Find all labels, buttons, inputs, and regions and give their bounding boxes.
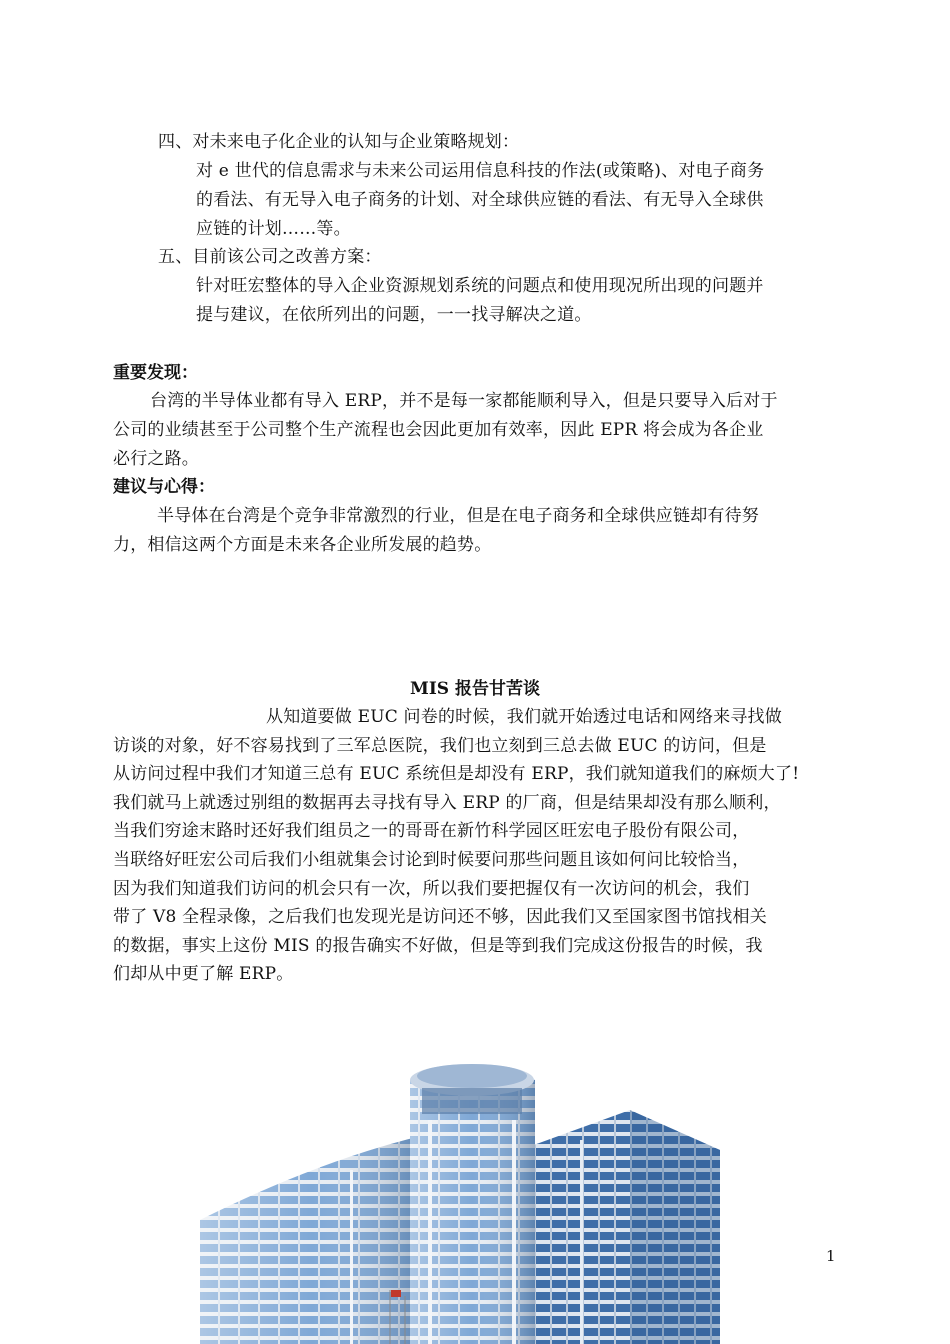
report-line-8: 带了 V8 全程录像，之后我们也发现光是访问还不够，因此我们又至国家图书馆找相关 — [113, 907, 767, 927]
report-line-1: 从知道要做 EUC 问卷的时候，我们就开始透过电话和网络来寻找做 — [266, 707, 782, 727]
findings-line-3: 必行之路。 — [113, 449, 199, 469]
report-title: MIS 报告甘苦谈 — [410, 679, 540, 699]
section-five-heading: 五、目前该公司之改善方案： — [158, 247, 382, 267]
section-four-line-2: 的看法、有无导入电子商务的计划、对全球供应链的看法、有无导入全球供 — [196, 190, 764, 210]
suggestions-line-1: 半导体在台湾是个竞争非常激烈的行业，但是在电子商务和全球供应链却有待努 — [157, 506, 759, 526]
report-line-10: 们却从中更了解 ERP。 — [113, 964, 294, 984]
section-five-line-1: 针对旺宏整体的导入企业资源规划系统的问题点和使用现况所出现的问题并 — [196, 276, 764, 296]
suggestions-heading: 建议与心得： — [113, 477, 215, 497]
section-four-line-1: 对 e 世代的信息需求与未来公司运用信息科技的作法(或策略)、对电子商务 — [196, 161, 765, 181]
report-line-5: 当我们穷途末路时还好我们组员之一的哥哥在新竹科学园区旺宏电子股份有限公司， — [113, 821, 750, 841]
findings-line-2: 公司的业绩甚至于公司整个生产流程也会因此更加有效率，因此 EPR 将会成为各企业 — [113, 420, 764, 440]
report-line-6: 当联络好旺宏公司后我们小组就集会讨论到时候要问那些问题且该如何问比较恰当， — [113, 850, 750, 870]
building-photo — [200, 1040, 760, 1344]
report-line-3: 从访问过程中我们才知道三总有 EUC 系统但是却没有 ERP，我们就知道我们的麻烦大了! — [113, 764, 800, 784]
suggestions-line-2: 力，相信这两个方面是未来各企业所发展的趋势。 — [113, 535, 492, 555]
section-four-heading: 四、对未来电子化企业的认知与企业策略规划： — [158, 132, 520, 152]
section-five-line-2: 提与建议，在依所列出的问题，一一找寻解决之道。 — [196, 305, 592, 325]
section-four-line-3: 应链的计划……等。 — [196, 219, 351, 239]
findings-line-1: 台湾的半导体业都有导入 ERP，并不是每一家都能顺利导入，但是只要导入后对于 — [150, 391, 778, 411]
report-line-7: 因为我们知道我们访问的机会只有一次，所以我们要把握仅有一次访问的机会，我们 — [113, 879, 750, 899]
page-number: 1 — [826, 1247, 836, 1265]
report-line-9: 的数据，事实上这份 MIS 的报告确实不好做，但是等到我们完成这份报告的时候，我 — [113, 936, 763, 956]
findings-heading: 重要发现： — [113, 363, 198, 383]
report-line-4: 我们就马上就透过别组的数据再去寻找有导入 ERP 的厂商，但是结果却没有那么顺利， — [113, 793, 781, 813]
report-line-2: 访谈的对象，好不容易找到了三军总医院，我们也立刻到三总去做 EUC 的访问，但是 — [113, 736, 767, 756]
